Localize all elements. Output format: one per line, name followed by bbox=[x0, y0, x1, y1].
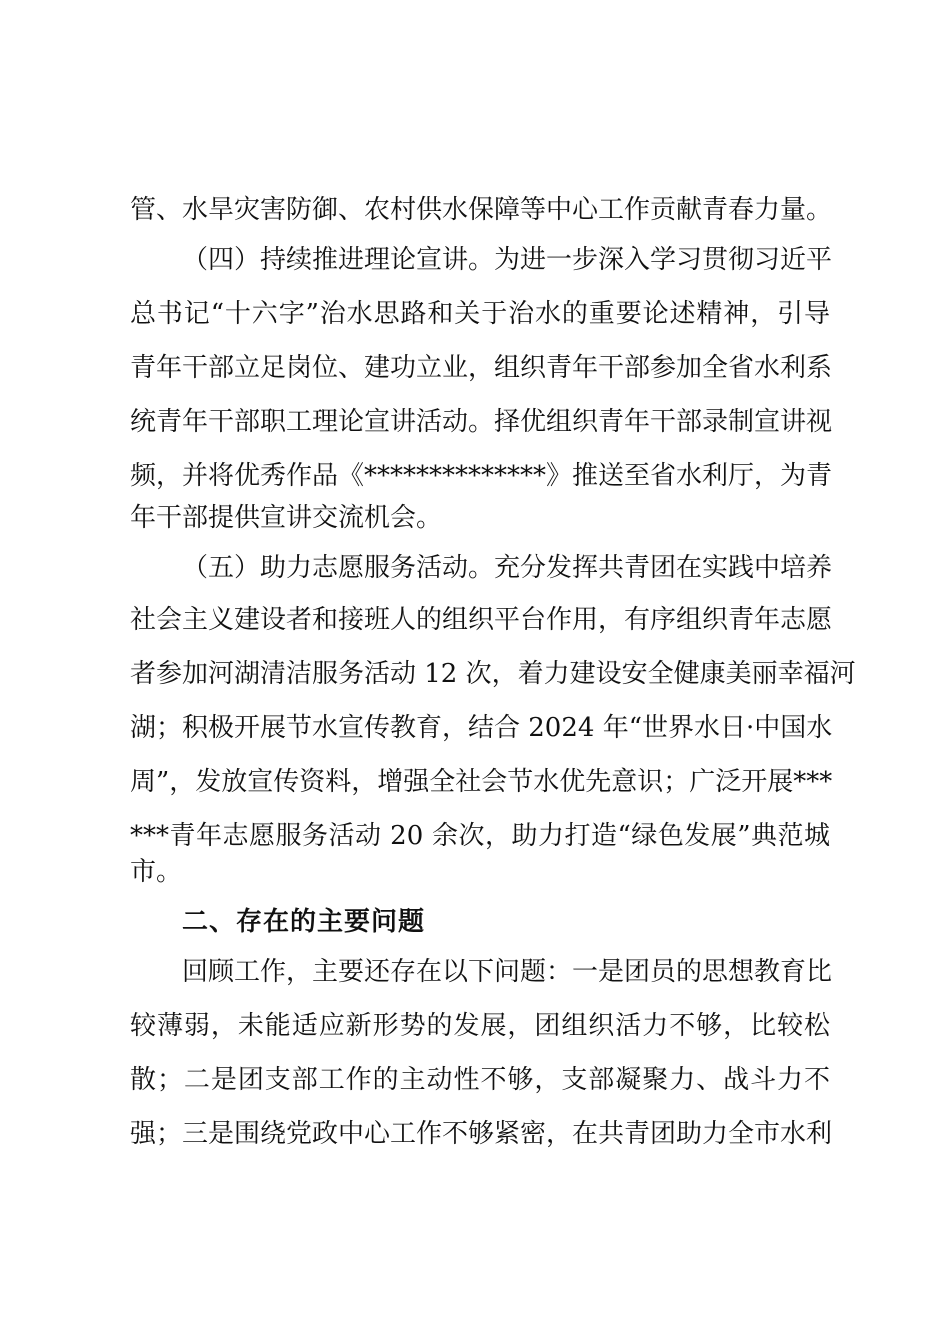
body-line: 散；二是团支部工作的主动性不够，支部凝聚力、战斗力不 bbox=[130, 1065, 830, 1095]
body-line: 管、水旱灾害防御、农村供水保障等中心工作贡献青春力量。 bbox=[130, 195, 833, 225]
body-line: 湖；积极开展节水宣传教育，结合 2024 年“世界水日·中国水 bbox=[130, 713, 833, 743]
body-line: 市。 bbox=[130, 857, 183, 887]
body-line: ***青年志愿服务活动 20 余次，助力打造“绿色发展”典范城 bbox=[130, 821, 830, 851]
body-line: 年干部提供宣讲交流机会。 bbox=[130, 503, 443, 533]
section-heading: 二、存在的主要问题 bbox=[182, 907, 426, 937]
body-line: 周”，发放宣传资料，增强全社会节水优先意识；广泛开展*** bbox=[130, 767, 833, 797]
body-line: 较薄弱，未能适应新形势的发展，团组织活力不够，比较松 bbox=[130, 1011, 830, 1041]
body-line: 社会主义建设者和接班人的组织平台作用，有序组织青年志愿 bbox=[130, 605, 833, 635]
section-five-line: （五）助力志愿服务活动。充分发挥共青团在实践中培养 bbox=[182, 553, 833, 583]
body-line: 频，并将优秀作品《**************》推送至省水利厅，为青 bbox=[130, 461, 833, 491]
body-line: 青年干部立足岗位、建功立业，组织青年干部参加全省水利系 bbox=[130, 353, 833, 383]
body-line: 强；三是围绕党政中心工作不够紧密，在共青团助力全市水利 bbox=[130, 1119, 833, 1149]
section-four-line: （四）持续推进理论宣讲。为进一步深入学习贯彻习近平 bbox=[182, 245, 833, 275]
body-line: 统青年干部职工理论宣讲活动。择优组织青年干部录制宣讲视 bbox=[130, 407, 833, 437]
body-line: 总书记“十六字”治水思路和关于治水的重要论述精神，引导 bbox=[130, 299, 830, 329]
body-line: 者参加河湖清洁服务活动 12 次，着力建设安全健康美丽幸福河 bbox=[130, 659, 856, 689]
body-line: 回顾工作，主要还存在以下问题：一是团员的思想教育比 bbox=[182, 957, 833, 987]
